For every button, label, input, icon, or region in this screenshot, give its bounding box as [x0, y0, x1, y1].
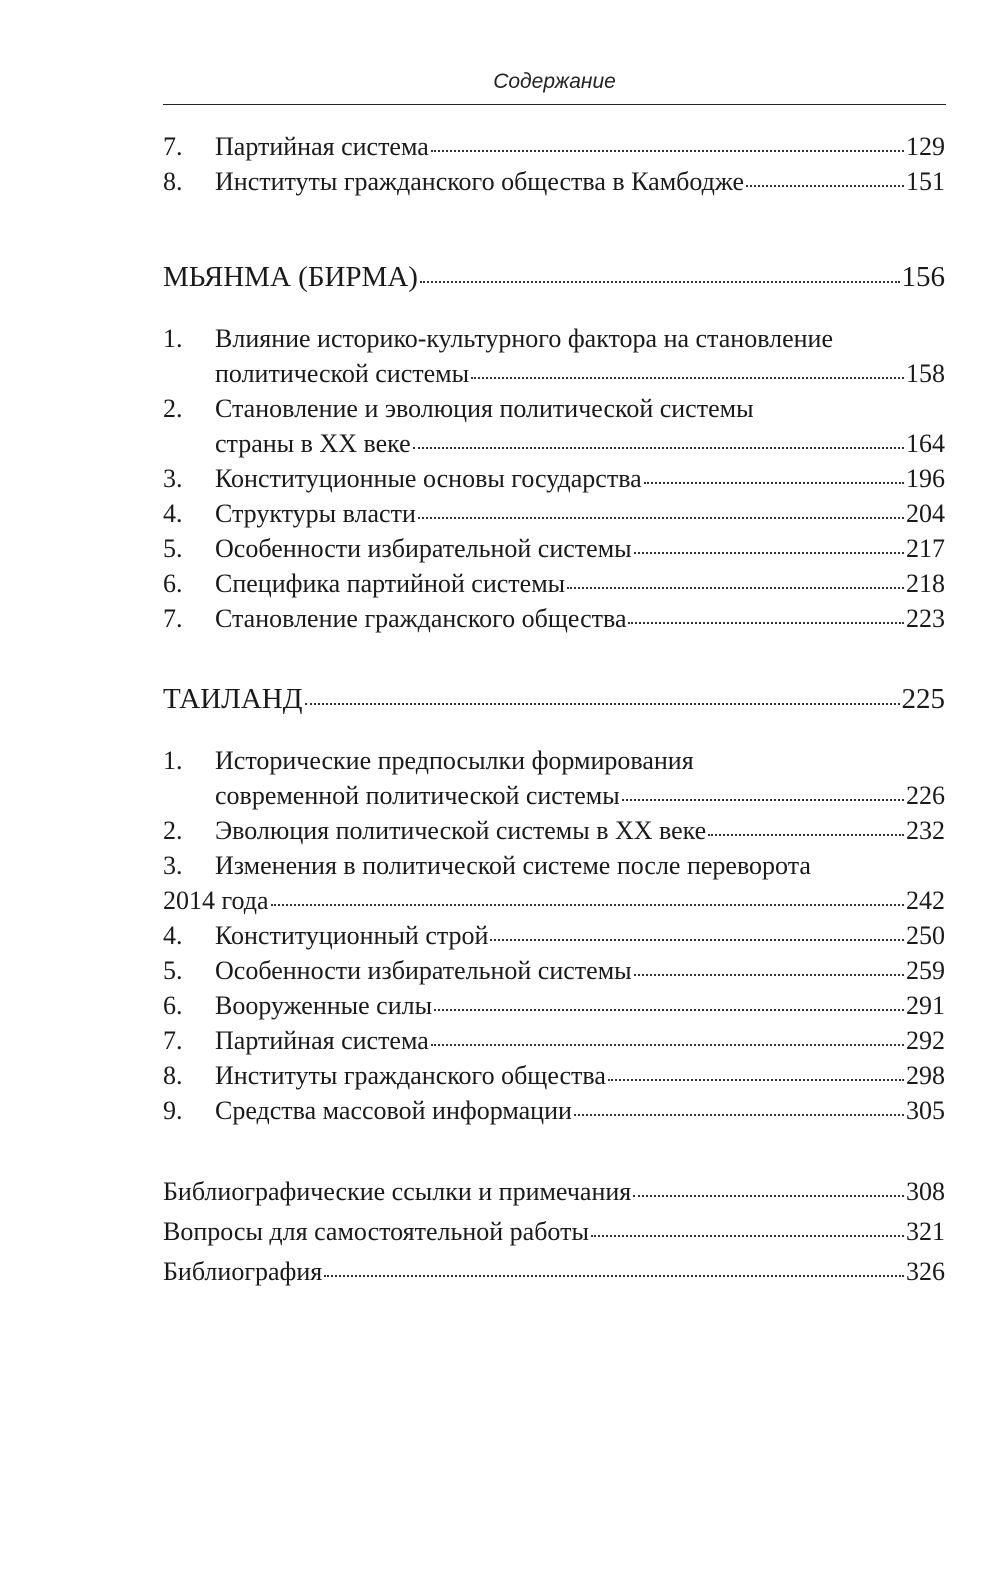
entry-title-line2: политической системы — [215, 359, 470, 388]
entry-title-line1: Изменения в политической системе после переворота — [215, 851, 811, 880]
dot-leader — [591, 1235, 904, 1237]
entry-page: 217 — [906, 534, 945, 563]
entry-title: Специфика партийной системы — [215, 569, 566, 598]
running-header: Содержание — [493, 70, 616, 93]
toc-entry-continuation[interactable] — [163, 778, 945, 814]
entry-number: 9. — [163, 1096, 183, 1125]
toc-entry[interactable] — [163, 813, 945, 849]
entry-page: 151 — [906, 167, 945, 196]
dot-leader — [634, 974, 904, 976]
entry-title-line2: страны в XX веке — [215, 429, 411, 458]
dot-leader — [271, 904, 904, 906]
entry-page: 242 — [906, 886, 945, 915]
toc-entry[interactable] — [163, 1093, 945, 1129]
entry-title: Конституционные основы государства — [215, 464, 642, 493]
toc-entry[interactable] — [163, 164, 945, 200]
dot-leader — [418, 517, 904, 519]
entry-title: Структуры власти — [215, 499, 416, 528]
entry-number: 4. — [163, 499, 183, 528]
entry-number: 3. — [163, 851, 183, 880]
toc-backmatter-entry[interactable] — [163, 1254, 945, 1290]
entry-number: 5. — [163, 534, 183, 563]
entry-number: 6. — [163, 569, 183, 598]
toc-entry[interactable] — [163, 953, 945, 989]
entry-title: Вооруженные силы — [215, 991, 433, 1020]
toc-entry[interactable] — [163, 496, 945, 532]
entry-title: Партийная система — [215, 1026, 429, 1055]
entry-page: 223 — [906, 604, 945, 633]
entry-number: 6. — [163, 991, 183, 1020]
entry-title: Средства массовой информации — [215, 1096, 572, 1125]
entry-page: 308 — [906, 1177, 945, 1206]
entry-page: 204 — [906, 499, 945, 528]
section-page: 225 — [901, 683, 945, 715]
dot-leader — [324, 1275, 904, 1277]
entry-page: 321 — [906, 1217, 945, 1246]
toc-entry-continuation[interactable] — [163, 883, 945, 919]
entry-page: 196 — [906, 464, 945, 493]
entry-page: 292 — [906, 1026, 945, 1055]
toc-entry[interactable] — [163, 461, 945, 497]
toc-entry[interactable] — [163, 1023, 945, 1059]
toc-entry[interactable] — [163, 566, 945, 602]
toc-entry-continuation[interactable] — [163, 356, 945, 392]
entry-page: 164 — [906, 429, 945, 458]
dot-leader — [622, 799, 904, 801]
entry-number: 8. — [163, 1061, 183, 1090]
section-title: ТАИЛАНД — [163, 683, 303, 715]
entry-title-line1: Влияние историко-культурного фактора на становление — [215, 324, 834, 353]
entry-page: 259 — [906, 956, 945, 985]
toc-entry[interactable] — [163, 531, 945, 567]
entry-title: Библиография — [163, 1257, 323, 1286]
entry-number: 5. — [163, 956, 183, 985]
entry-number: 2. — [163, 394, 183, 423]
entry-page: 305 — [906, 1096, 945, 1125]
dot-leader — [431, 150, 904, 152]
dot-leader — [644, 482, 904, 484]
entry-number: 4. — [163, 921, 183, 950]
entry-page: 129 — [906, 132, 945, 161]
entry-title: Библиографические ссылки и примечания — [163, 1177, 632, 1206]
toc-section-myanmar[interactable] — [163, 259, 945, 295]
entry-page: 232 — [906, 816, 945, 845]
entry-title-line2: современной политической системы — [215, 781, 620, 810]
toc-entry-continuation[interactable] — [163, 426, 945, 462]
section-page: 156 — [901, 261, 945, 293]
dot-leader — [608, 1079, 904, 1081]
dot-leader — [420, 281, 900, 283]
entry-number: 7. — [163, 132, 183, 161]
entry-page: 326 — [906, 1257, 945, 1286]
entry-page: 158 — [906, 359, 945, 388]
entry-title: Особенности избирательной системы — [215, 534, 632, 563]
dot-leader — [431, 1044, 904, 1046]
toc-entry[interactable] — [163, 1058, 945, 1094]
dot-leader — [567, 587, 904, 589]
toc-entry[interactable] — [163, 988, 945, 1024]
dot-leader — [490, 939, 904, 941]
entry-page: 250 — [906, 921, 945, 950]
entry-number: 2. — [163, 816, 183, 845]
entry-title-line1: Становление и эволюция политической системы — [215, 394, 754, 423]
entry-title: Эволюция политической системы в XX веке — [215, 816, 707, 845]
dot-leader — [633, 1195, 904, 1197]
entry-number: 7. — [163, 604, 183, 633]
entry-page: 291 — [906, 991, 945, 1020]
entry-number: 8. — [163, 167, 183, 196]
entry-title: Институты гражданского общества — [215, 1061, 606, 1090]
dot-leader — [708, 834, 904, 836]
entry-number: 3. — [163, 464, 183, 493]
dot-leader — [634, 552, 904, 554]
dot-leader — [628, 622, 904, 624]
toc-backmatter-entry[interactable] — [163, 1214, 945, 1250]
dot-leader — [434, 1009, 904, 1011]
toc-entry[interactable] — [163, 129, 945, 165]
dot-leader — [471, 377, 904, 379]
entry-title: Конституционный строй — [215, 921, 489, 950]
entry-number: 1. — [163, 324, 183, 353]
toc-entry[interactable] — [163, 848, 945, 884]
entry-page: 226 — [906, 781, 945, 810]
toc-entry[interactable] — [163, 321, 945, 357]
dot-leader — [746, 185, 904, 187]
toc-entry[interactable] — [163, 743, 945, 779]
entry-page: 298 — [906, 1061, 945, 1090]
toc-entry[interactable] — [163, 601, 945, 637]
entry-page: 218 — [906, 569, 945, 598]
entry-number: 1. — [163, 746, 183, 775]
entry-title: Партийная система — [215, 132, 429, 161]
dot-leader — [305, 703, 900, 705]
entry-title: Вопросы для самостоятельной работы — [163, 1217, 589, 1246]
toc-entry[interactable] — [163, 391, 945, 427]
toc-section-thailand[interactable] — [163, 681, 945, 717]
entry-title-line1: Исторические предпосылки формирования — [215, 746, 694, 775]
dot-leader — [413, 447, 904, 449]
toc-entry[interactable] — [163, 918, 945, 954]
section-title: МЬЯНМА (БИРМА) — [163, 261, 418, 293]
header-rule — [163, 104, 946, 105]
entry-title: Особенности избирательной системы — [215, 956, 632, 985]
entry-number: 7. — [163, 1026, 183, 1055]
entry-title: Становление гражданского общества — [215, 604, 627, 633]
entry-title-line2: 2014 года — [163, 886, 269, 915]
entry-title: Институты гражданского общества в Камбодже — [215, 167, 745, 196]
toc-backmatter-entry[interactable] — [163, 1174, 945, 1210]
dot-leader — [574, 1114, 904, 1116]
